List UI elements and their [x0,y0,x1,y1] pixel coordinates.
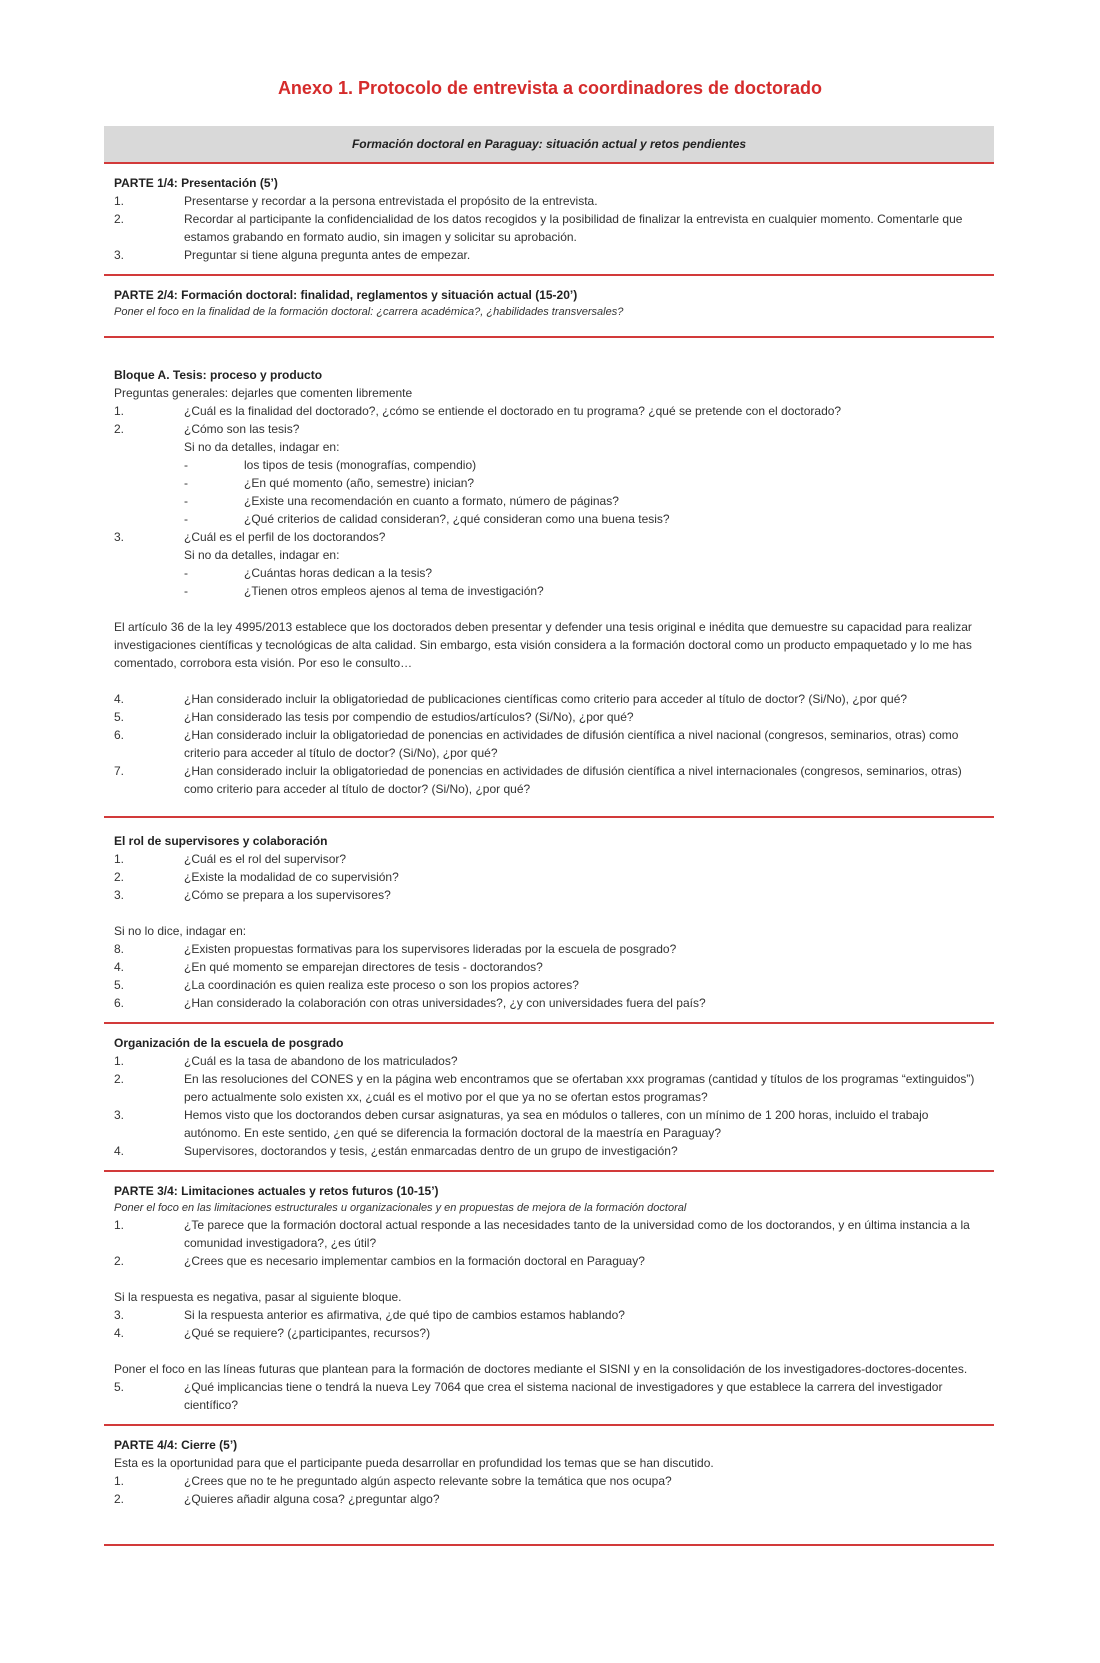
sub-item-text: ¿Tienen otros empleos ajenos al tema de investigación? [244,584,544,598]
list-item [114,1052,984,1070]
sub-item [114,582,984,600]
dash-marker: - [184,512,188,526]
section-intro: Esta es la oportunidad para que el participante pueda desarrollar en profundidad los temas que se han discutido. [114,1456,714,1470]
list-item [114,1252,984,1270]
section-title: Bloque A. Tesis: proceso y producto [114,368,323,382]
list-item [114,976,984,994]
item-text: ¿Existe la modalidad de co supervisión? [184,870,399,884]
item-text: ¿Cuál es el perfil de los doctorandos? [184,530,386,544]
list-item [114,210,984,246]
item-text: Presentarse y recordar a la persona entrevistada el propósito de la entrevista. [184,194,598,208]
item-number: 1. [114,194,125,208]
item-number: 4. [114,692,125,706]
section-parte-1 [104,164,994,276]
focus-paragraph: Poner el foco en las líneas futuras que plantean para la formación de doctores mediante el SISNI y en la consolidación de los investigadores-doctores-docentes. [114,1362,968,1376]
list-item [114,1324,984,1342]
item-number: 4. [114,1326,125,1340]
item-text: ¿Existen propuestas formativas para los supervisores lideradas por la escuela de posgrado? [184,942,677,956]
list-item [114,1306,984,1324]
item-number: 2. [114,212,125,226]
section-subtitle: Poner el foco en la finalidad de la formación doctoral: ¿carrera académica?, ¿habilidades transversales? [114,306,624,318]
item-number: 8. [114,942,125,956]
list-item [114,994,984,1012]
item-number: 4. [114,960,125,974]
item-text: ¿Han considerado incluir la obligatoriedad de publicaciones científicas como criterio para acceder al título de doctor? (Si/No), ¿por qué? [184,692,908,706]
item-number: 3. [114,1308,125,1322]
probe-label: Si no da detalles, indagar en: [184,440,340,454]
sub-item [114,564,984,582]
list-item [114,708,984,726]
section-parte-2 [104,276,994,338]
item-number: 7. [114,764,125,778]
list-item [114,402,984,420]
item-text: En las resoluciones del CONES y en la página web encontramos que se ofertaban xxx programas (cantidad y títulos de los programas “extinguidos”) pero actualmente solo existen xx, ¿cuál es el motivo por el que ya no se ofertan estos programas? [184,1072,975,1104]
section-intro: Preguntas generales: dejarles que comenten libremente [114,386,413,400]
list-item [114,1142,984,1160]
item-text: ¿Crees que es necesario implementar cambios en la formación doctoral en Paraguay? [184,1254,645,1268]
sub-item [114,510,984,528]
item-text: ¿Te parece que la formación doctoral actual responde a las necesidades tanto de la universidad como de los doctorandos, y en última instancia a la comunidad investigadora?, ¿es útil? [184,1218,970,1250]
dash-marker: - [184,494,188,508]
item-text: ¿Han considerado incluir la obligatoriedad de ponencias en actividades de difusión científica a nivel nacional (congresos, seminarios, otras) como criterio para acceder al título de doctor? (Si/No), ¿por qué? [184,728,959,760]
sub-item [114,456,984,474]
list-item [114,1490,984,1508]
list-item [114,886,984,904]
item-text: ¿En qué momento se emparejan directores de tesis - doctorandos? [184,960,543,974]
list-item [114,850,984,868]
section-supervisores [104,818,994,1024]
section-bloque-a [104,338,994,818]
item-text: Recordar al participante la confidencialidad de los datos recogidos y la posibilidad de finalizar la entrevista en cualquier momento. Comentarle que estamos grabando en formato audio, sin imagen y solicitar su aprobación. [184,212,963,244]
sub-item-text: ¿Existe una recomendación en cuanto a formato, número de páginas? [244,494,619,508]
item-number: 5. [114,978,125,992]
list-item [114,192,984,210]
item-number: 1. [114,1218,125,1232]
section-title: PARTE 1/4: Presentación (5’) [114,176,278,190]
item-text: ¿Qué se requiere? (¿participantes, recursos?) [184,1326,431,1340]
list-item [114,958,984,976]
dash-marker: - [184,566,188,580]
item-number: 4. [114,1144,125,1158]
item-text: ¿Cómo son las tesis? [184,422,300,436]
probe-label: Si no lo dice, indagar en: [114,924,247,938]
item-text: ¿Crees que no te he preguntado algún aspecto relevante sobre la temática que nos ocupa? [184,1474,672,1488]
item-text: ¿Qué implicancias tiene o tendrá la nueva Ley 7064 que crea el sistema nacional de investigadores y que establece la carrera del investigador científico? [184,1380,943,1412]
item-number: 3. [114,888,125,902]
table-header-text: Formación doctoral en Paraguay: situación actual y retos pendientes [351,137,747,151]
list-item [114,1216,984,1252]
section-subtitle: Poner el foco en las limitaciones estructurales u organizacionales y en propuestas de mejora de la formación doctoral [114,1202,687,1214]
item-text: ¿Cuál es la finalidad del doctorado?, ¿cómo se entiende el doctorado en tu programa? ¿qué se pretende con el doctorado? [184,404,842,418]
item-text: ¿Han considerado la colaboración con otras universidades?, ¿y con universidades fuera del país? [184,996,706,1010]
section-title: Organización de la escuela de posgrado [114,1036,344,1050]
item-number: 2. [114,1254,125,1268]
list-item [114,762,984,798]
item-text: Preguntar si tiene alguna pregunta antes de empezar. [184,248,471,262]
section-organizacion [104,1024,994,1172]
list-item [114,528,984,546]
item-number: 6. [114,728,125,742]
item-text: Hemos visto que los doctorandos deben cursar asignaturas, ya sea en módulos o talleres, con un mínimo de 1 200 horas, incluido el trabajo autónomo. En este sentido, ¿en qué se diferencia la formación doctoral de la maestría en Paraguay? [184,1108,929,1140]
item-text: ¿Cómo se prepara a los supervisores? [184,888,391,902]
list-item [114,1106,984,1142]
item-number: 3. [114,1108,125,1122]
list-item [114,1472,984,1490]
dash-marker: - [184,458,188,472]
item-number: 3. [114,530,125,544]
sub-item-text: ¿En qué momento (año, semestre) inician? [244,476,475,490]
law-paragraph: El artículo 36 de la ley 4995/2013 establece que los doctorados deben presentar y defender una tesis original e inédita que demuestre su capacidad para realizar investigaciones científicas y tecnológicas de alta calidad. Sin embargo, esta visión considera a la formación doctoral como un producto empaquetado y lo me has comentado, corrobora esta visión. Por eso le consulto… [114,620,972,670]
probe-label: Si no da detalles, indagar en: [184,548,340,562]
sub-item [114,474,984,492]
item-text: ¿Han considerado incluir la obligatoriedad de ponencias en actividades de difusión científica a nivel internacionales (congresos, seminarios, otras) como criterio para acceder al título de doctor? (Si/No), ¿por qué? [184,764,962,796]
item-text: ¿Cuál es la tasa de abandono de los matriculados? [184,1054,458,1068]
item-text: ¿Cuál es el rol del supervisor? [184,852,347,866]
item-number: 1. [114,1474,125,1488]
list-item [114,420,984,438]
dash-marker: - [184,476,188,490]
table-header [104,126,994,164]
item-text: Supervisores, doctorandos y tesis, ¿están enmarcadas dentro de un grupo de investigación? [184,1144,678,1158]
list-item [114,1378,984,1414]
sub-item-text: ¿Qué criterios de calidad consideran?, ¿qué consideran como una buena tesis? [244,512,670,526]
list-item [114,726,984,762]
list-item [114,940,984,958]
section-title: PARTE 4/4: Cierre (5’) [114,1438,238,1452]
sub-item-text: ¿Cuántas horas dedican a la tesis? [244,566,433,580]
item-number: 1. [114,404,125,418]
list-item [114,1070,984,1106]
sub-item-text: los tipos de tesis (monografías, compendio) [244,458,477,472]
item-text: ¿Quieres añadir alguna cosa? ¿preguntar algo? [184,1492,440,1506]
protocol-document [104,126,994,1546]
section-parte-4 [104,1426,994,1546]
list-item [114,690,984,708]
section-parte-3 [104,1172,994,1426]
page-title: Anexo 1. Protocolo de entrevista a coordinadores de doctorado [277,78,823,98]
item-text: ¿Han considerado las tesis por compendio de estudios/artículos? (Si/No), ¿por qué? [184,710,634,724]
item-number: 2. [114,870,125,884]
note: Si la respuesta es negativa, pasar al siguiente bloque. [114,1290,402,1304]
item-number: 5. [114,710,125,724]
list-item [114,868,984,886]
list-item [114,246,984,264]
section-title: PARTE 2/4: Formación doctoral: finalidad, reglamentos y situación actual (15-20’) [114,288,578,302]
item-number: 3. [114,248,125,262]
item-number: 6. [114,996,125,1010]
item-number: 2. [114,1072,125,1086]
item-text: ¿La coordinación es quien realiza este proceso o son los propios actores? [184,978,579,992]
item-number: 5. [114,1380,125,1394]
item-number: 2. [114,422,125,436]
sub-item [114,492,984,510]
dash-marker: - [184,584,188,598]
section-title: PARTE 3/4: Limitaciones actuales y retos futuros (10-15’) [114,1184,439,1198]
section-title: El rol de supervisores y colaboración [114,834,328,848]
item-number: 2. [114,1492,125,1506]
item-number: 1. [114,1054,125,1068]
item-number: 1. [114,852,125,866]
parte1-list [114,192,984,264]
item-text: Si la respuesta anterior es afirmativa, ¿de qué tipo de cambios estamos hablando? [184,1308,625,1322]
